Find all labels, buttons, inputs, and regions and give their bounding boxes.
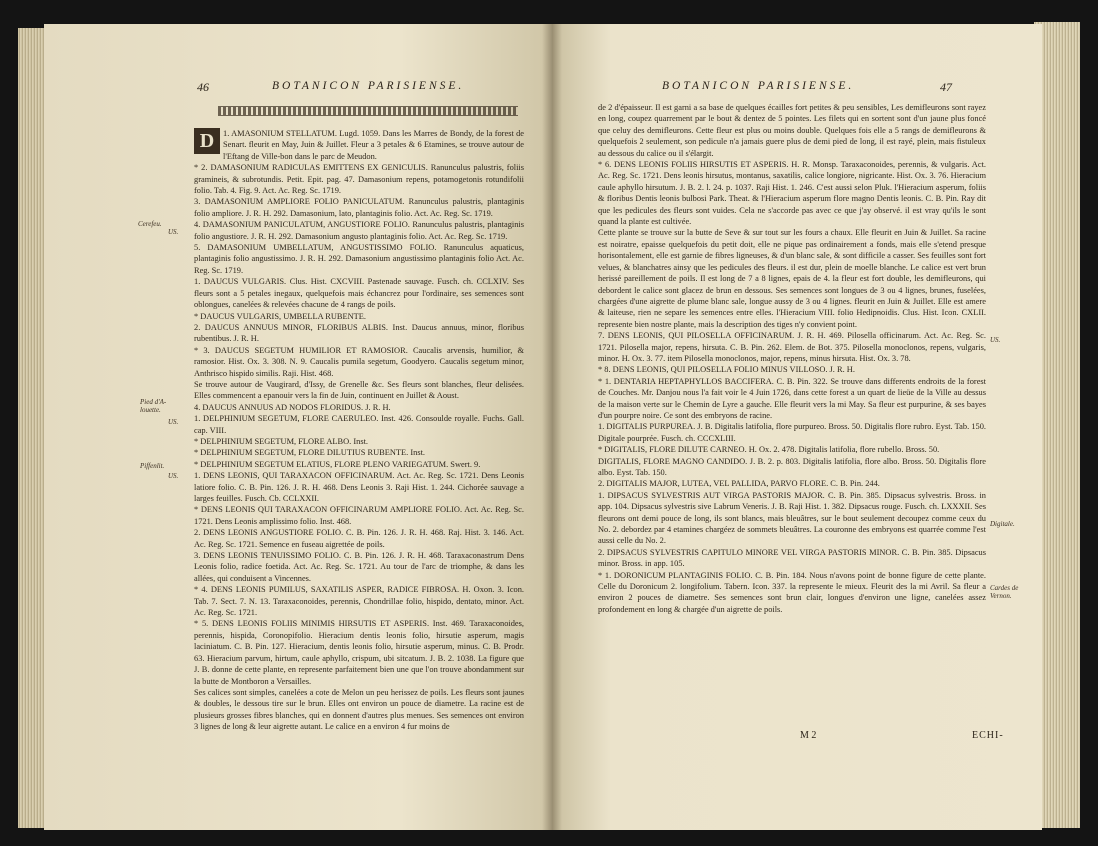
left-text-block <box>194 128 524 733</box>
margin-note: Digitale. <box>990 520 1015 528</box>
margin-note: US. <box>168 418 179 426</box>
entry: 1. DIGITALIS PURPUREA. J. B. Digitalis latifolia, flore purpureo. Bross. 50. Digitalis flore rubro. Eyst. Tab. 150. Digitale pourprée. Fusch. ch. CCCXLIII. <box>598 422 986 443</box>
margin-note: US. <box>990 336 1001 344</box>
entry: * DAUCUS VULGARIS, UMBELLA RUBENTE. <box>194 311 367 321</box>
entry: * 1. DENTARIA HEPTAPHYLLOS BACCIFERA. C. B. Pin. 322. Se trouve dans differents endroits de la forest de Couches. Mr. Danjou nous l'a fait voir le 4 Juin 1726, dans cette forest a un quart de lieüe de la Ville au dessus de la maison verte sur le Chemin de Lyre a gauche. Elle fleurit vers la mi May. Sa fleur est purpurine, & ses bayes d'un pourpre noire. Ce sont des embryons de racine. <box>598 376 986 420</box>
margin-note: US. <box>168 472 179 480</box>
entry: * DELPHINIUM SEGETUM, FLORE ALBO. Inst. <box>194 436 369 446</box>
entry: 1. DAUCUS VULGARIS. Clus. Hist. CXCVIII. Pastenade sauvage. Fusch. ch. CCLXIV. Ses fleurs sont a 5 petales inegaux, quelquefois mais échancrez pour l'ordinaire, ses semences sont oblongues, canelées & relevées chacune de 4 rangs de poils. <box>194 277 524 310</box>
entry: 2. DIGITALIS MAJOR, LUTEA, VEL PALLIDA, PARVO FLORE. C. B. Pin. 244. <box>598 479 880 489</box>
entry: * 5. DENS LEONIS FOLIIS MINIMIS HIRSUTIS ET ASPERIS. Inst. 469. Taraxaconoides, perennis, hispida, Coronopifolio. Hieracium dentis leonis folio, hirsutie asperum, magis laciniatum. C. B. Pin. 127. Hieracium, dentis leonis folio, hirsutie asperum, minus. C. B. Prodr. 63. Hieracium parvum, hirtum, caule aphyllo, crispum, ubi sitcatum. J. B. 2. 1038. La figure que J. B. donne de cette plante, en represente parfaitement bien une que l'on trouve abondamment sur la butte de Montboron a Versailles. <box>194 619 524 686</box>
entry: 2. DENS LEONIS ANGUSTIORE FOLIO. C. B. Pin. 126. J. R. H. 468. Raj. Hist. 3. 146. Act. Ac. Reg. Sc. 1721. Semence en fuseau aigrettée de poils. <box>194 528 524 549</box>
entry: * 1. DORONICUM PLANTAGINIS FOLIO. C. B. Pin. 184. Nous n'avons point de bonne figure de cette plante. Celle du Doronicum 2. longifolium. Tabern. Icon. 337. la represente le mieux. Fleurit des la mi Avril. Sa fleur a environ 2 pouces de diametre. Ses semences sont brun clair, longues d'environ une ligne, canelées assez profondement en long & chargée d'un aigrette de poils. <box>598 570 986 614</box>
entry: 4. DAUCUS ANNUUS AD NODOS FLORIDUS. J. R. H. <box>194 402 391 412</box>
entry: Se trouve autour de Vaugirard, d'Issy, de Grenelle &c. Ses fleurs sont blanches, fleur delisées. Elles commencent a epanouir vers la fin de Juin, continuent en Juillet & Aoust. <box>194 379 524 401</box>
entry: DIGITALIS, FLORE MAGNO CANDIDO. J. B. 2. p. 803. Digitalis latifolia, flore albo. Bross. 50. Digitalis flore albo. Eyst. Tab. 150. <box>598 456 986 477</box>
signature-mark: M 2 <box>800 730 817 741</box>
entry: 1. DIPSACUS SYLVESTRIS AUT VIRGA PASTORIS MAJOR. C. B. Pin. 385. Dipsacus sylvestris. Bross. in app. 104. Dipsacus sylvestris sive Labrum Veneris. J. B. Raji Hist. 1. 382. Dipsacus rouge. Fusch. ch. LXXXII. Ses fleurons ont demi pouce de long, ils sont blancs, mais bleuâtres, sur le bout seulement decoupez comme ceux du No. 2. debordez par 4 etamines chargéez de sommets bleuâtres. La couronne des embryons est quarrée comme l'est aussi celle du No. 2. <box>598 490 986 546</box>
margin-note: Cerefeu. <box>138 220 162 228</box>
entry: * 4. DENS LEONIS PUMILUS, SAXATILIS ASPER, RADICE FIBROSA. H. Oxon. 3. Icon. Tab. 7. Sect. 7. N. 13. Taraxaconoides, perennis, Chondrillae folio, hispido, dentato, minor. Act. Ac. Reg. Sc. 1721. <box>194 585 524 618</box>
drop-cap-D: D <box>194 128 220 154</box>
margin-note: Pied d'A-louette. <box>140 398 167 414</box>
entry: 3. DENS LEONIS TENUISSIMO FOLIO. C. B. Pin. 126. J. R. H. 468. Taraxaconastrum Dens Leonis folio, radice foetida. Act. Ac. Reg. Sc. 1721. Au tour de l'arc de triomphe, & dans les allées, qui conduisent a Vincennes. <box>194 551 524 583</box>
margin-note: Cardes de Vernon. <box>990 584 1019 600</box>
book-spread <box>18 10 1080 838</box>
catchword: ECHI- <box>972 730 1004 741</box>
right-text-block <box>598 102 986 615</box>
running-head-left: BOTANICON PARISIENSE. <box>272 80 465 92</box>
entry: * 8. DENS LEONIS, QUI PILOSELLA FOLIO MINUS VILLOSO. J. R. H. <box>598 365 855 375</box>
ornament-band <box>218 106 518 116</box>
entry: Cette plante se trouve sur la butte de Seve & sur tout sur les fours a chaux. Elle fleurit en Juin & Juillet. Sa racine est noiratre, epaisse quelquefois du petit doit, elle ne pique pas ordinairement a fonds, mais elle s'etend presque horisontalement, elle est garnie de fibres ligneuses, & d'un blanc sale, & sont difficile a casser. Ses feuilles sont fort velues, & blanchatres ainsy que les pedicules des fleurs. il est dur, plein de moelle blanche. Le calice est vert brun herissé pareillement de poils. Il est long de 7 a 8 lignes, epais de 4. la fleur est fort double, les demifleurons, qui debordent le calice sont glacez de brun en dessous. Ses semences sont longues de 3 ou 4 lignes, brunes, fuselées, chargées d'une aigrette de plume blanc sale, longue aussy de 3 ou 4 lignes. fleurit en Juin & Juillet. Elle est amere & laiteuse, rien ne separe les semences entre elles. l'Hieracium VIII. folio Hedipnoidis. Clus. Hist. Icon. CXLII. represente bien nostre plante, mais la description des tiges n'y convient point. <box>598 228 986 329</box>
right-page <box>552 24 1042 830</box>
entry: 7. DENS LEONIS, QUI PILOSELLA OFFICINARUM. J. R. H. 469. Pilosella officinarum. Act. Ac. Reg. Sc. 1721. Pilosella major, repens, hirsuta. C. B. Pin. 262. Elem. de Bot. 375. Pilosella monoclonos, repens, vulgaris, minor. H. Ox. 3. 77. item Pilosella monoclonos, major, repens, minus hirsuta. Hist. Ox. 3. 78. <box>598 331 986 363</box>
page-number-right: 47 <box>940 80 952 94</box>
page-number-left: 46 <box>197 80 209 94</box>
entry: Ses calices sont simples, canelées a cote de Melon un peu herissez de poils. Les fleurs sont jaunes & doubles, le dessous tire sur le brun. Elles ont environ un pouce de diametre. La racine est de plusieurs grosses fibres blanches, qui en donnent d'autres plus menues. Ses semences ont environ 3 lignes de long & leur aigrette autant. Le calice en a environ 4 fur moins de <box>194 687 524 732</box>
running-head-right: BOTANICON PARISIENSE. <box>662 80 855 92</box>
entry: * DELPHINIUM SEGETUM ELATIUS, FLORE PLENO VARIEGATUM. Swert. 9. <box>194 459 481 469</box>
entry: de 2 d'épaisseur. Il est garni a sa base de quelques écailles fort petites & peu sensibles, Les demifleurons sont rayez en long, coupez quarrement par le bout & dentez de 5 pointes. Les filets qui en sortent sont d'un jaune plus foncé que celuy des demifleurons. Cette fleur est plus ou moins double. Quelques fois elle a 5 rangs de demifleurons & quelquefois 2 seulement, son pedicule n'a jamais guere plus de demi pied de long, il est rayé, plein, mais fistuleux au dessous du calice ou il s'élargit. <box>598 103 986 158</box>
entry: 5. DAMASONIUM UMBELLATUM, ANGUSTISSIMO FOLIO. Ranunculus aquaticus, plantaginis folio angustissimo. J. R. H. 292. Damasonium angustissimo plantaginis folio Act. Ac. Reg. Sc. 1719. <box>194 243 524 275</box>
entry: * DELPHINIUM SEGETUM, FLORE DILUTIUS RUBENTE. Inst. <box>194 448 425 458</box>
entry: * 6. DENS LEONIS FOLIIS HIRSUTIS ET ASPERIS. H. R. Monsp. Taraxaconoides, perennis, & vulgaris. Act. Ac. Reg. Sc. 1721. Dens leonis hirsutus, montanus, saxatilis, calice longiore, nigricante. Hist. Ox. 3. 76. Hieracium caule aphyllo hirsutum. J. B. 2. l. 24. p. 1037. Raji Hist. 1. 246. C'est aussi selon Pluk. l'Hieracium asperum, foliis & floribus Dentis leonis bulbosi Park. Theat. & l'Hieracium asperum flore magno Dentis leonis. C. B. Pin. Ray dit que les pedicules des fleurs sont vuides. Cela ne s'accorde pas avec ce que j'ay observé. il est vray qu'ils le sont quand la plante est cultivée. <box>598 160 986 227</box>
margin-note: US. <box>168 228 179 236</box>
entry: * 3. DAUCUS SEGETUM HUMILIOR ET RAMOSIOR. Caucalis arvensis, humilior, & ramosior. Hist. Ox. 3. 308. N. 9. Caucalis pumila segetum, Goodyero. Caucalis segetum minor, Anthrisco hispido similis. Raji. Hist. 468. <box>194 345 524 378</box>
entry: * 2. DAMASONIUM RADICULAS EMITTENS EX GENICULIS. Ranunculus palustris, foliis gramineis, & subrotundis. Petit. Epit. pag. 47. Damasonium repens, potamogetonis rotundifolii folio. Tab. 4. Fig. 9. Act. Ac. Reg. Sc. 1719. <box>194 163 524 196</box>
entry: 1. DELPHINIUM SEGETUM, FLORE CAERULEO. Inst. 426. Consoulde royalle. Fuchs. Gall. cap. VIII. <box>194 414 524 435</box>
entry: 2. DAUCUS ANNUUS MINOR, FLORIBUS ALBIS. Inst. Daucus annuus, minor, floribus rubentibus. J. R. H. <box>194 322 524 344</box>
left-page <box>44 24 552 830</box>
entry: 1. AMASONIUM STELLATUM. Lugd. 1059. Dans les Marres de Bondy, de la forest de Senart. fleurit en May, Juin & Juillet. Fleur a 3 petales & 6 Etamines, se trouve autour de l'Eftang de Ville-bon dans le parc de Meudon. <box>223 129 524 161</box>
entry: * DENS LEONIS QUI TARAXACON OFFICINARUM AMPLIORE FOLIO. Act. Ac. Reg. Sc. 1721. Dens Leonis amplissimo folio. Inst. 468. <box>194 505 524 526</box>
entry: 4. DAMASONIUM PANICULATUM, ANGUSTIORE FOLIO. Ranunculus palustris, plantaginis folio angustiore. J. R. H. 292. Damasonium angusto plantaginis folio. Act. Ac. Reg. Sc. 1719. <box>194 220 524 241</box>
gutter-shadow <box>542 24 562 830</box>
margin-note: Piffenlit. <box>140 462 165 470</box>
entry: 2. DIPSACUS SYLVESTRIS CAPITULO MINORE VEL VIRGA PASTORIS MINOR. C. B. Pin. 385. Dipsacus minor. Bross. in app. 105. <box>598 547 986 569</box>
entry: 1. DENS LEONIS, QUI TARAXACON OFFICINARUM. Act. Ac. Reg. Sc. 1721. Dens Leonis latiore folio. C. B. Pin. 126. J. R. H. 468. Dens Leonis 3. Raji Hist. 1. 244. Cichorée sauvage a larges feuilles. Fusch. Cb. CCLXXII. <box>194 471 524 503</box>
entry: * DIGITALIS, FLORE DILUTE CARNEO. H. Ox. 2. 478. Digitalis latifolia, flore rubello. Bross. 50. <box>598 445 940 455</box>
entry: 3. DAMASONIUM AMPLIORE FOLIO PANICULATUM. Ranunculus palustris, plantaginis folio ampliore. J. R. H. 292. Damasonium, lato, plantaginis folio. Act. Ac. Reg. Sc. 1719. <box>194 197 524 218</box>
